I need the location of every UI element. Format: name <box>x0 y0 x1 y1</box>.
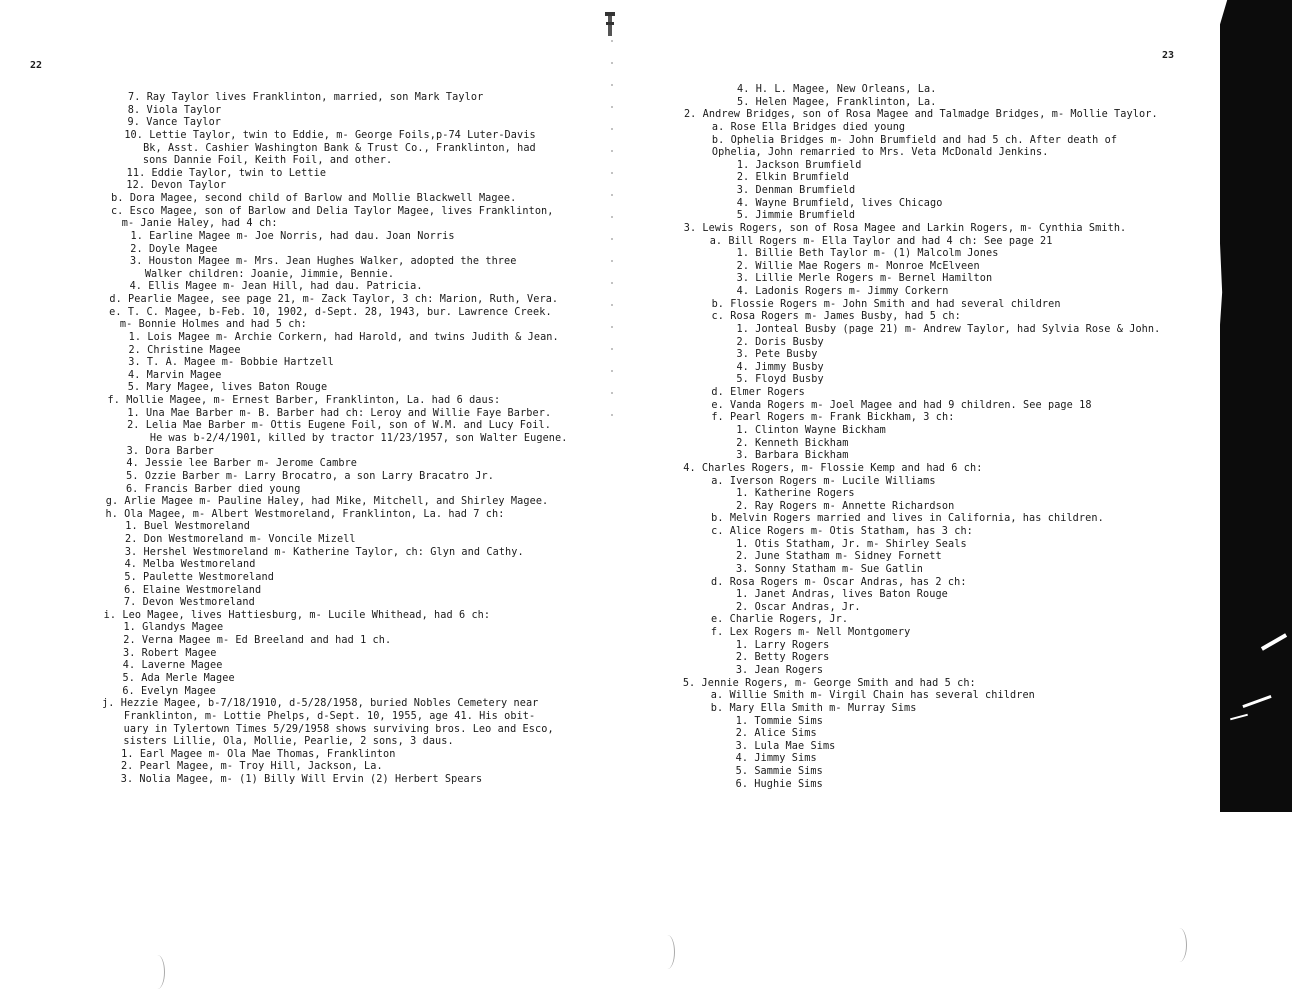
text-line: 5. Jimmie Brumfield <box>736 210 856 222</box>
text-line: 1. Buel Westmoreland <box>125 521 250 533</box>
text-line: 4. Marvin Magee <box>127 369 222 381</box>
page-curl <box>1172 928 1187 962</box>
text-line: 3. Robert Magee <box>122 647 217 659</box>
text-line: c. Esco Magee, son of Barlow and Delia Taylor Magee, lives Franklinton, <box>110 205 554 217</box>
text-line: 7. Devon Westmoreland <box>123 597 255 609</box>
text-line: 1. Tommie Sims <box>735 715 824 727</box>
text-line: 2. June Statham m- Sidney Fornett <box>736 551 942 563</box>
text-line: 5. Paulette Westmoreland <box>124 571 274 583</box>
text-line: 6. Hughie Sims <box>735 778 823 790</box>
text-line: 4. Melba Westmoreland <box>124 559 256 571</box>
text-line: 2. Lelia Mae Barber m- Ottis Eugene Foil, son of W.M. and Lucy Foil. <box>127 420 551 432</box>
text-line: 5. Helen Magee, Franklinton, La. <box>736 96 937 108</box>
binding-mark <box>604 12 616 38</box>
text-line: 8. Viola Taylor <box>127 104 222 116</box>
text-line: 1. Jonteal Busby (page 21) m- Andrew Taylor, had Sylvia Rose & John. <box>736 323 1161 335</box>
text-line: 1. Janet Andras, lives Baton Rouge <box>735 589 948 601</box>
text-line: 2. Don Westmoreland m- Voncile Mizell <box>125 534 356 546</box>
text-line: 3. Denman Brumfield <box>736 185 856 197</box>
page-curl <box>150 955 165 989</box>
text-line: 4. Ellis Magee m- Jean Hill, had dau. Patricia. <box>129 281 423 293</box>
page-number: 22 <box>30 60 43 71</box>
text-line: 3. T. A. Magee m- Bobbie Hartzell <box>128 357 334 369</box>
text-line: He was b-2/4/1901, killed by tractor 11/23/1957, son Walter Eugene. <box>149 433 568 444</box>
text-line: 1. Billie Beth Taylor m- (1) Malcolm Jones <box>736 248 999 260</box>
right-page <box>640 0 1220 989</box>
text-line: 2. Willie Mae Rogers m- Monroe McElveen <box>736 260 980 272</box>
text-line: Bk, Asst. Cashier Washington Bank & Trust Co., Franklinton, had <box>143 142 536 154</box>
text-line: sisters Lillie, Ola, Mollie, Pearlie, 2 sons, 3 daus. <box>123 736 454 748</box>
text-line: b. Melvin Rogers married and lives in California, has children. <box>711 513 1104 525</box>
text-line: 4. Jessie lee Barber m- Jerome Cambre <box>126 458 358 470</box>
text-line: 3. Barbara Bickham <box>736 450 849 462</box>
text-line: f. Mollie Magee, m- Ernest Barber, Franklinton, La. had 6 daus: <box>107 395 501 407</box>
text-line: 1. Jackson Brumfield <box>736 159 862 171</box>
text-line: b. Flossie Rogers m- John Smith and had several children <box>711 298 1061 310</box>
text-line: 4. Laverne Magee <box>122 660 223 672</box>
text-line: b. Dora Magee, second child of Barlow and Mollie Blackwell Magee. <box>111 193 517 205</box>
text-line: b. Ophelia Bridges m- John Brumfield and had 5 ch. After death of <box>711 134 1118 146</box>
text-line: 5. Ada Merle Magee <box>122 672 235 684</box>
text-line: 4. H. L. Magee, New Orleans, La. <box>737 84 937 95</box>
text-line: 2. Kenneth Bickham <box>736 437 849 449</box>
text-line: 2. Oscar Andras, Jr. <box>735 601 861 613</box>
page-curl <box>660 935 675 969</box>
text-line: 6. Evelyn Magee <box>122 685 216 697</box>
text-line: h. Ola Magee, m- Albert Westmoreland, Franklinton, La. had 7 ch: <box>105 508 505 520</box>
text-line: 4. Ladonis Rogers m- Jimmy Corkern <box>736 286 949 298</box>
text-line: 2. Alice Sims <box>735 728 817 740</box>
text-line: 5. Ozzie Barber m- Larry Brocatro, a son Larry Bracatro Jr. <box>126 470 494 482</box>
text-line: 3. Hershel Westmoreland m- Katherine Taylor, ch: Glyn and Cathy. <box>124 546 524 558</box>
text-line: sons Dannie Foil, Keith Foil, and other. <box>142 155 393 167</box>
text-line: 5. Mary Magee, lives Baton Rouge <box>127 382 328 394</box>
text-line: 2. Elkin Brumfield <box>736 172 850 184</box>
text-line: 6. Francis Barber died young <box>125 483 301 495</box>
text-line: 3. Jean Rogers <box>735 664 824 676</box>
text-line: 7. Ray Taylor lives Franklinton, married, son Mark Taylor <box>128 92 484 103</box>
text-line: uary in Tylertown Times 5/29/1958 shows surviving bros. Leo and Esco, <box>123 723 554 735</box>
text-line: 2. Doris Busby <box>736 336 824 348</box>
text-line: g. Arlie Magee m- Pauline Haley, had Mike, Mitchell, and Shirley Magee. <box>105 496 549 508</box>
text-line: 11. Eddie Taylor, twin to Lettie <box>126 167 327 179</box>
text-line: Ophelia, John remarried to Mrs. Veta McDonald Jenkins. <box>711 147 1049 159</box>
text-line: 3. Lewis Rogers, son of Rosa Magee and Larkin Rogers, m- Cynthia Smith. <box>683 222 1127 234</box>
text-line: 3. Nolia Magee, m- (1) Billy Will Ervin (2) Herbert Spears <box>120 774 483 786</box>
text-line: 3. Sonny Statham m- Sue Gatlin <box>736 563 924 575</box>
text-line: 3. Dora Barber <box>126 445 214 457</box>
text-line: 3. Lula Mae Sims <box>735 740 836 752</box>
text-line: f. Lex Rogers m- Nell Montgomery <box>710 627 911 639</box>
text-line: 2. Betty Rogers <box>735 652 830 664</box>
text-line: a. Rose Ella Bridges died young <box>711 121 906 133</box>
page-number: 23 <box>1162 50 1175 61</box>
text-line: 1. Earl Magee m- Ola Mae Thomas, Franklinton <box>121 748 396 760</box>
text-line: b. Mary Ella Smith m- Murray Sims <box>710 702 917 714</box>
text-line: 2. Pearl Magee, m- Troy Hill, Jackson, La. <box>120 761 383 773</box>
text-line: d. Pearlie Magee, see page 21, m- Zack Taylor, 3 ch: Marion, Ruth, Vera. <box>109 294 559 306</box>
text-line: 5. Jennie Rogers, m- George Smith and had 5 ch: <box>682 677 976 689</box>
scan-edge <box>1220 0 1292 812</box>
text-line: Franklinton, m- Lottie Phelps, d-Sept. 10, 1955, age 41. His obit- <box>123 710 536 722</box>
text-line: 2. Christine Magee <box>128 344 241 356</box>
text-line: 1. Clinton Wayne Bickham <box>736 425 886 436</box>
text-line: 2. Doyle Magee <box>130 243 218 255</box>
text-line: 1. Larry Rogers <box>735 639 830 651</box>
text-line: d. Rosa Rogers m- Oscar Andras, has 2 ch: <box>711 576 967 588</box>
text-line: c. Alice Rogers m- Otis Statham, has 3 ch: <box>711 526 973 538</box>
text-line: 9. Vance Taylor <box>127 117 222 129</box>
text-line: 1. Glandys Magee <box>123 622 224 634</box>
text-line: a. Iverson Rogers m- Lucile Williams <box>711 475 936 487</box>
text-line: Walker children: Joanie, Jimmie, Bennie. <box>144 268 395 280</box>
text-line: 3. Lillie Merle Rogers m- Bernel Hamilton <box>736 273 993 285</box>
text-line: i. Leo Magee, lives Hattiesburg, m- Lucile Whithead, had 6 ch: <box>103 609 491 621</box>
text-line: 5. Sammie Sims <box>735 766 823 778</box>
text-line: a. Willie Smith m- Virgil Chain has several children <box>710 690 1035 702</box>
text-line: 6. Elaine Westmoreland <box>124 584 262 596</box>
gutter-shadow <box>611 40 613 420</box>
text-line: 1. Otis Statham, Jr. m- Shirley Seals <box>736 538 967 550</box>
text-line: 4. Wayne Brumfield, lives Chicago <box>736 197 943 209</box>
text-line: f. Pearl Rogers m- Frank Bickham, 3 ch: <box>711 412 955 424</box>
text-line: 1. Una Mae Barber m- B. Barber had ch: Leroy and Willie Faye Barber. <box>127 407 552 419</box>
text-line: e. Vanda Rogers m- Joel Magee and had 9 children. See page 18 <box>711 399 1092 411</box>
text-line: 1. Earline Magee m- Joe Norris, had dau. Joan Norris <box>130 230 455 242</box>
text-line: e. T. C. Magee, b-Feb. 10, 1902, d-Sept. 28, 1943, bur. Lawrence Creek. <box>109 306 552 318</box>
text-line: 2. Andrew Bridges, son of Rosa Magee and Talmadge Bridges, m- Mollie Taylor. <box>683 109 1158 121</box>
text-line: 3. Houston Magee m- Mrs. Jean Hughes Walker, adopted the three <box>130 256 517 268</box>
text-line: 3. Pete Busby <box>736 349 818 361</box>
text-line: 2. Verna Magee m- Ed Breeland and had 1 ch. <box>123 635 392 647</box>
text-line: e. Charlie Rogers, Jr. <box>710 614 849 626</box>
text-line: 1. Lois Magee m- Archie Corkern, had Harold, and twins Judith & Jean. <box>128 331 559 343</box>
text-line: 4. Jimmy Busby <box>736 361 824 373</box>
text-line: 10. Lettie Taylor, twin to Eddie, m- George Foils,p-74 Luter-Davis <box>124 129 536 141</box>
text-line: 12. Devon Taylor <box>126 180 227 192</box>
left-page <box>0 0 640 989</box>
text-line: j. Hezzie Magee, b-7/18/1910, d-5/28/1958, buried Nobles Cemetery near <box>102 698 539 710</box>
text-line: 4. Charles Rogers, m- Flossie Kemp and had 6 ch: <box>683 462 983 474</box>
text-line: 1. Katherine Rogers <box>736 488 855 500</box>
text-line: 5. Floyd Busby <box>736 374 824 386</box>
text-line: m- Bonnie Holmes and had 5 ch: <box>119 319 307 331</box>
text-line: a. Bill Rogers m- Ella Taylor and had 4 ch: See page 21 <box>709 235 1053 247</box>
text-line: d. Elmer Rogers <box>711 387 805 399</box>
text-line: 2. Ray Rogers m- Annette Richardson <box>736 500 955 512</box>
text-line: c. Rosa Rogers m- James Busby, had 5 ch: <box>711 311 961 323</box>
text-line: m- Janie Haley, had 4 ch: <box>121 218 278 230</box>
text-line: 4. Jimmy Sims <box>735 753 817 765</box>
